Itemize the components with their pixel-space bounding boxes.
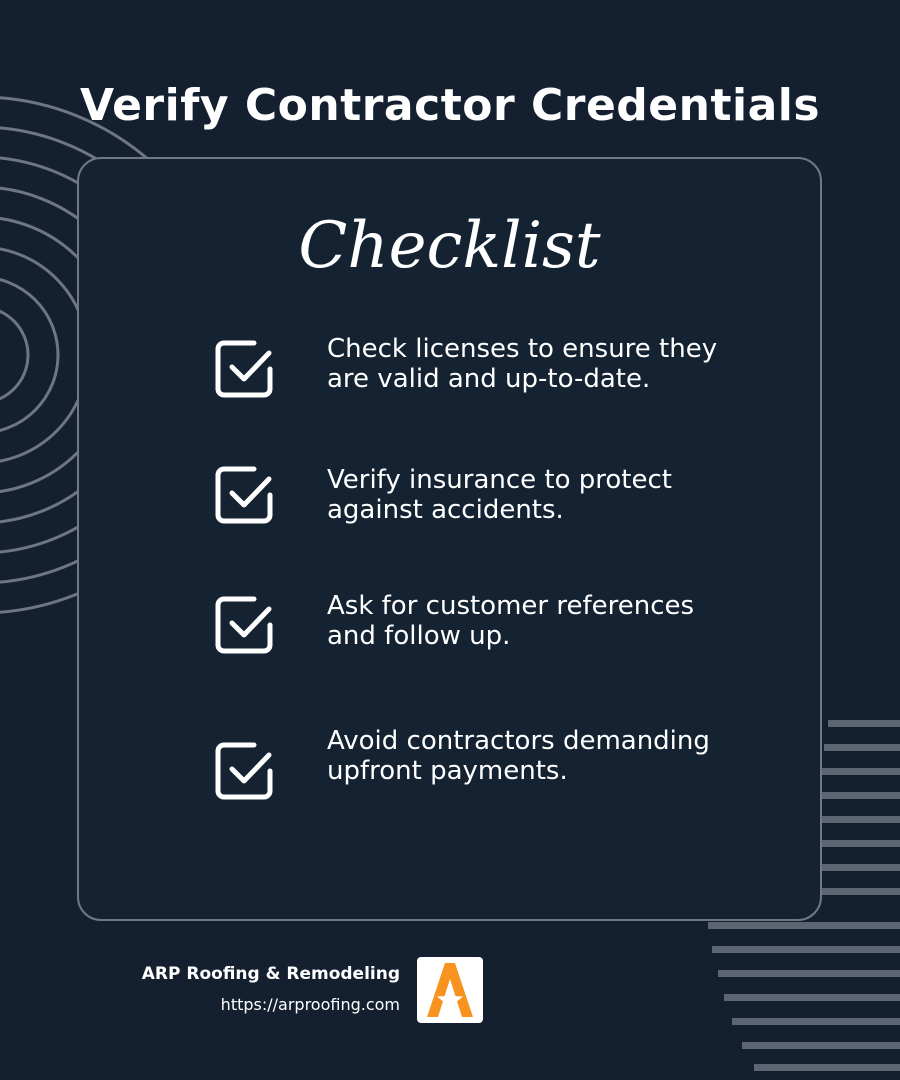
arp-star-logo: [417, 957, 483, 1023]
page-title: Verify Contractor Credentials: [79, 80, 821, 131]
company-url[interactable]: https://arproofing.com: [220, 995, 400, 1014]
checklist-item-text: Ask for customer references and follow up.: [327, 591, 695, 651]
checkbox-checked-icon: [214, 741, 274, 801]
arp-logo-icon: [417, 957, 483, 1023]
checkbox-checked-icon: [214, 595, 274, 655]
checklist-card: [77, 157, 822, 921]
checklist-heading: Checklist: [298, 209, 601, 283]
checkbox-checked-icon: [214, 465, 274, 525]
checklist-item-text: Avoid contractors demanding upfront payments.: [327, 726, 710, 786]
checklist-item-text: Verify insurance to protect against accidents.: [327, 465, 672, 525]
checkbox-checked-icon: [214, 339, 274, 399]
company-name: ARP Roofing & Remodeling: [141, 964, 400, 984]
checklist-item-text: Check licenses to ensure they are valid and up-to-date.: [327, 334, 718, 394]
